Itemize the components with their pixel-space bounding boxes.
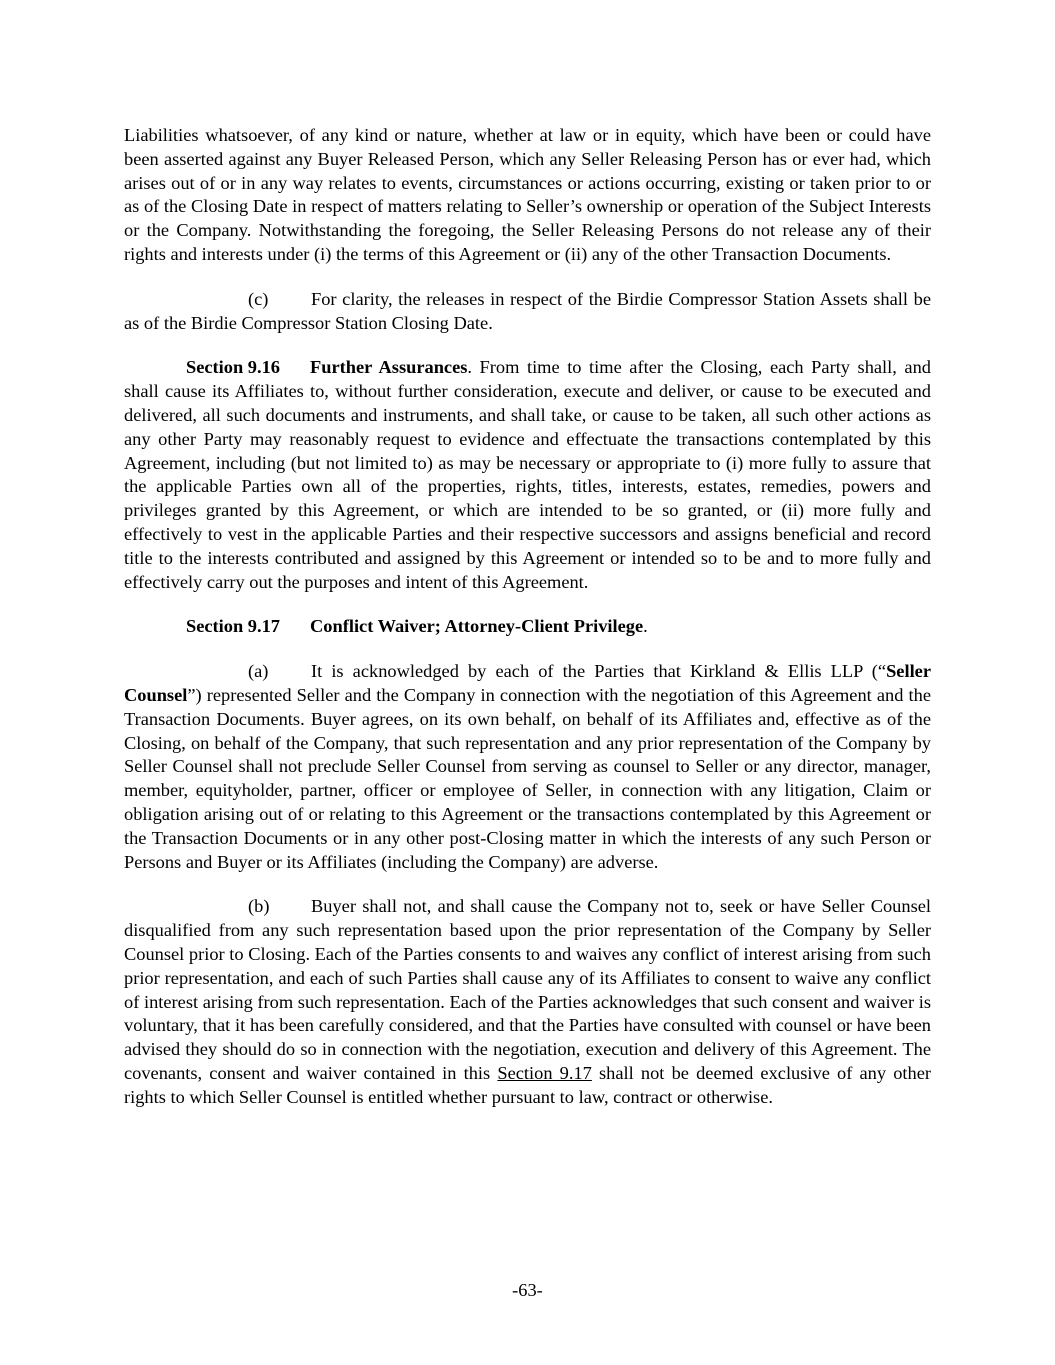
document-page	[124, 124, 931, 1130]
clause-a-text-after: ”) represented Seller and the Company in connection with the negotiation of this Agreement and the Transaction Documents. Buyer agrees, on its own behalf, on behalf of its Affiliates and, effective as of the Closing, on behalf of the Company, that such representation and any prior representation of the Company by Seller Counsel shall not preclude Seller Counsel from serving as counsel to Seller or any director, manager, member, equityholder, partner, officer or employee of Seller, in connection with any litigation, Claim or obligation arising out of or relating to this Agreement or the transactions contemplated by this Agreement or the Transaction Documents or in any other post-Closing matter in which the interests of any such Person or Persons and Buyer or its Affiliates (including the Company) are adverse.	[124, 684, 931, 872]
section-9-17-number: Section 9.17	[186, 616, 280, 637]
clause-c-paragraph	[124, 288, 931, 336]
section-9-16-text: . From time to time after the Closing, each Party shall, and shall cause its Affiliates to, without further consideration, execute and deliver, or cause to be executed and delivered, all such documents and instruments, and shall take, or cause to be taken, all such other actions as any other Party may reasonably request to evidence and effectuate the transactions contemplated by this Agreement, including (but not limited to) as may be necessary or appropriate to (i) more fully to assure that the applicable Parties own all of the properties, rights, titles, interests, estates, remedies, powers and privileges granted by this Agreement, or which are intended to be so granted, or (ii) more fully and effectively to vest in the applicable Parties and their respective successors and assigns beneficial and record title to the interests contributed and assigned by this Agreement or intended so to be and to more fully and effectively carry out the purposes and intent of this Agreement.	[124, 357, 931, 592]
clause-a-text-before: It is acknowledged by each of the Parties that Kirkland & Ellis LLP (“	[311, 661, 887, 682]
clause-c-label: (c)	[248, 288, 269, 309]
clause-c-text: For clarity, the releases in respect of the Birdie Compressor Station Assets shall be as of the Birdie Compressor Station Closing Date.	[124, 288, 931, 333]
section-9-17-title: Conflict Waiver; Attorney-Client Privilege	[310, 616, 644, 637]
section-9-16-paragraph	[124, 356, 931, 594]
section-9-17-heading	[124, 615, 931, 639]
release-continuation-paragraph	[124, 124, 931, 267]
section-9-17-cross-reference: Section 9.17	[497, 1062, 592, 1083]
clause-b-paragraph	[124, 895, 931, 1109]
clause-b-text-before: Buyer shall not, and shall cause the Company not to, seek or have Seller Counsel disqualified from any such representation based upon the prior representation of the Company by Seller Counsel prior to Closing. Each of the Parties consents to and waives any conflict of interest arising from such prior representation, and each of such Parties shall cause any of its Affiliates to consent to waive any conflict of interest arising from such representation. Each of the Parties acknowledges that such consent and waiver is voluntary, that it has been carefully considered, and that the Parties have consulted with counsel or have been advised they should do so in connection with the negotiation, execution and delivery of this Agreement. The covenants, consent and waiver contained in this	[124, 896, 931, 1083]
section-9-17-period: .	[643, 616, 648, 637]
release-continuation-text: Liabilities whatsoever, of any kind or nature, whether at law or in equity, which have been or could have been asserted against any Buyer Released Person, which any Seller Releasing Person has or ever had, which arises out of or in any way relates to events, circumstances or actions occurring, existing or taken prior to or as of the Closing Date in respect of matters relating to Seller’s ownership or operation of the Subject Interests or the Company. Notwithstanding the foregoing, the Seller Releasing Persons do not release any of their rights and interests under (i) the terms of this Agreement or (ii) any of the other Transaction Documents.	[124, 125, 931, 264]
clause-a-paragraph	[124, 660, 931, 874]
seller-counsel-defined-term: Seller Counsel	[124, 661, 931, 705]
page-number: -63-	[512, 1280, 543, 1300]
clause-a-label: (a)	[248, 661, 269, 682]
clause-b-label: (b)	[248, 896, 270, 917]
clause-b-text-after: shall not be deemed exclusive of any other rights to which Seller Counsel is entitled whether pursuant to law, contract or otherwise.	[124, 1062, 932, 1107]
section-9-16-number: Section 9.16	[186, 357, 280, 378]
section-9-16-title: Further Assurances	[310, 357, 468, 378]
